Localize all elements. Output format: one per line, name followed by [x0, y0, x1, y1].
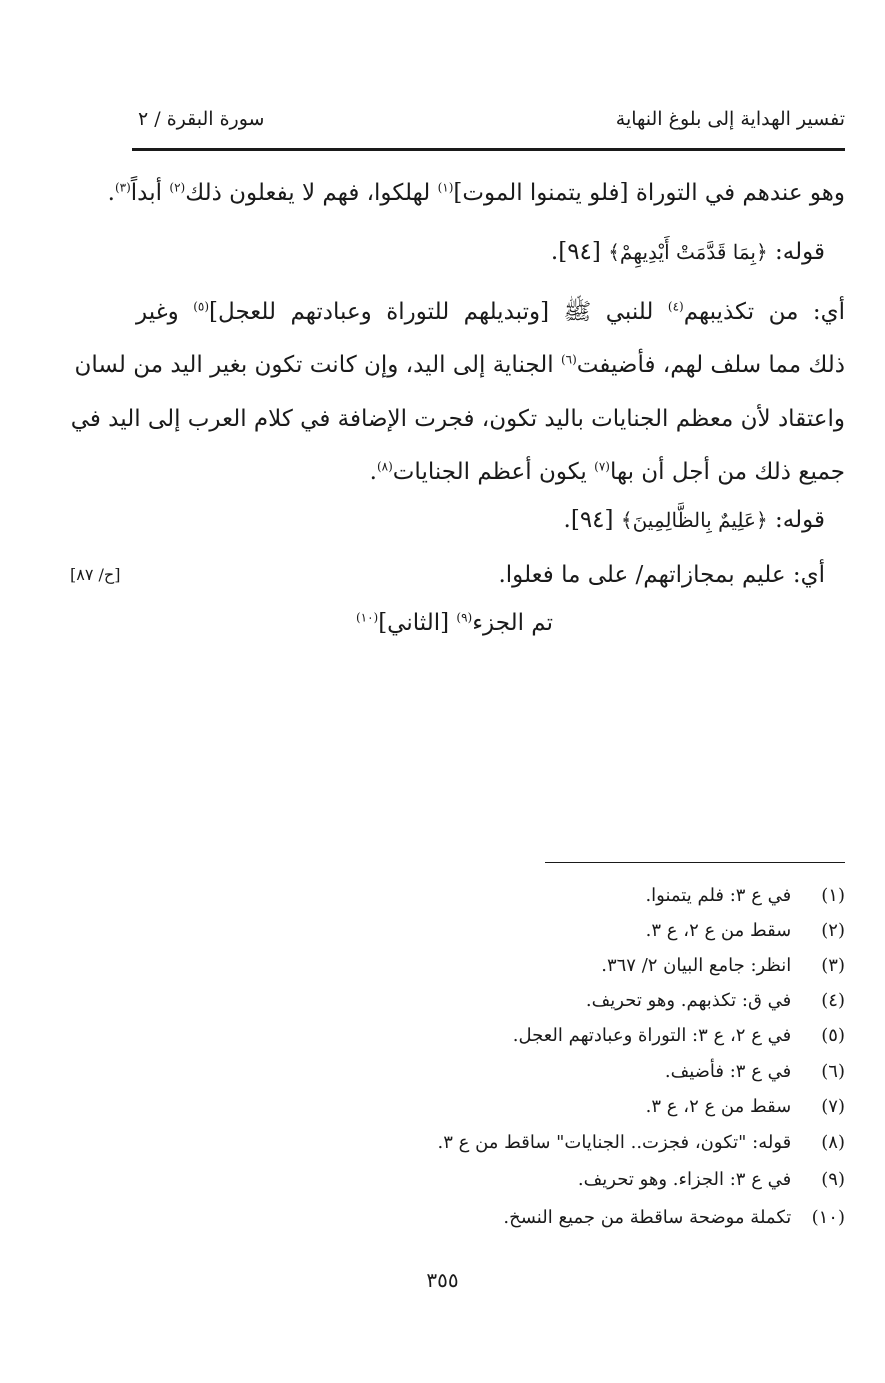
footnote-text: في ع ٣: فلم يتمنوا.	[645, 885, 792, 906]
verse-citation-2	[564, 505, 825, 535]
footnote-number: (١٠)	[811, 1207, 845, 1228]
footnote-ref: (٨)	[376, 459, 393, 474]
verse-ref: [٩٤].	[563, 507, 621, 533]
body-text: جميع ذلك من أجل أن بها	[609, 459, 845, 485]
footnote-text: قوله: "تكون، فجزت.. الجنايات" ساقط من ع ٣.	[437, 1132, 792, 1153]
footnote-ref: (٥)	[193, 299, 210, 314]
footnote-item	[578, 1168, 845, 1192]
footnote-text: في ع ٢، ع ٣: التوراة وعبادتهم العجل.	[512, 1025, 792, 1046]
footnote-number: (٢)	[821, 920, 845, 941]
footnote-item	[645, 884, 845, 908]
verse-citation-1	[551, 237, 825, 267]
quran-verse: ﴿عَلِيمٌ بِالظَّالِمِينَ﴾	[620, 508, 768, 532]
body-line-4	[74, 350, 845, 380]
footnote-item	[438, 1131, 845, 1155]
body-text: [الثاني]	[378, 610, 457, 636]
footnote-separator	[545, 862, 845, 863]
manuscript-folio-marker: [ح/ ٨٧]	[70, 565, 121, 584]
volume-end-line	[356, 608, 553, 638]
footnote-text: في ع ٣: الجزاء. وهو تحريف.	[577, 1169, 792, 1190]
body-text: .	[369, 459, 377, 485]
footnote-text: سقط من ع ٢، ع ٣.	[645, 920, 792, 941]
body-line-5: واعتقاد لأن معظم الجنايات باليد تكون، فجرت الإضافة في كلام العرب إلى اليد في	[70, 406, 845, 432]
footnote-number: (٨)	[821, 1132, 845, 1153]
body-text: .	[107, 180, 115, 206]
footnote-text: في ق: تكذبهم. وهو تحريف.	[585, 990, 792, 1011]
footnote-item	[646, 919, 845, 943]
footnote-text: تكملة موضحة ساقطة من جميع النسخ.	[503, 1207, 792, 1228]
running-header-title: تفسير الهداية إلى بلوغ النهاية	[615, 108, 845, 130]
body-text: للنبي ﷺ [وتبديلهم للتوراة وعبادتهم للعجل]	[209, 299, 668, 325]
body-text: تم الجزء	[472, 610, 553, 636]
footnote-item	[665, 1060, 845, 1084]
footnote-number: (٩)	[821, 1169, 845, 1190]
header-rule	[132, 148, 845, 151]
footnote-ref: (١)	[437, 180, 454, 195]
body-text: وهو عندهم في التوراة [فلو يتمنوا الموت]	[453, 180, 845, 206]
footnote-ref: (٢)	[169, 180, 186, 195]
body-text: أبداً	[130, 180, 170, 206]
running-header-surah: سورة البقرة / ٢	[138, 108, 265, 130]
body-text: يكون أعظم الجنايات	[392, 459, 595, 485]
quran-verse: ﴿بِمَا قَدَّمَتْ أَيْدِيهِمْ﴾	[608, 240, 768, 264]
footnote-item	[503, 1206, 845, 1230]
body-text: أي: من تكذيبهم	[683, 299, 845, 325]
footnote-item	[586, 989, 845, 1013]
footnote-ref: (٤)	[667, 299, 684, 314]
verse-label: قوله:	[767, 507, 825, 533]
footnote-text: في ع ٣: فأضيف.	[664, 1061, 792, 1082]
body-line-8: أي: عليم بمجازاتهم/ على ما فعلوا.	[498, 562, 825, 588]
footnote-item	[513, 1024, 845, 1048]
footnote-number: (٦)	[821, 1061, 845, 1082]
page-number: ٣٥٥	[426, 1268, 459, 1292]
footnote-number: (٧)	[821, 1096, 845, 1117]
verse-ref: [٩٤].	[550, 239, 609, 265]
body-text: وغير	[136, 299, 194, 325]
body-line-6	[370, 457, 845, 487]
verse-label: قوله:	[767, 239, 825, 265]
footnote-text: سقط من ع ٢، ع ٣.	[645, 1096, 792, 1117]
footnote-item	[601, 954, 845, 978]
footnote-text: انظر: جامع البيان ٢/ ٣٦٧.	[601, 955, 792, 976]
footnote-item	[646, 1095, 845, 1119]
footnote-number: (٥)	[821, 1025, 845, 1046]
body-text: الجناية إلى اليد، وإن كانت تكون بغير اليد من لسان	[74, 352, 561, 378]
footnote-number: (١)	[821, 885, 845, 906]
footnote-ref: (١٠)	[355, 610, 379, 625]
footnote-number: (٤)	[821, 990, 845, 1011]
footnote-ref: (٧)	[594, 459, 610, 474]
body-line-3	[136, 297, 845, 327]
footnote-ref: (٩)	[456, 610, 473, 625]
footnote-ref: (٣)	[114, 180, 131, 195]
body-text: ذلك مما سلف لهم، فأضيفت	[576, 352, 845, 378]
body-line-1	[108, 178, 845, 208]
footnote-number: (٣)	[821, 955, 845, 976]
footnote-ref: (٦)	[560, 352, 577, 367]
body-text: لهلكوا، فهم لا يفعلون ذلك	[185, 180, 438, 206]
